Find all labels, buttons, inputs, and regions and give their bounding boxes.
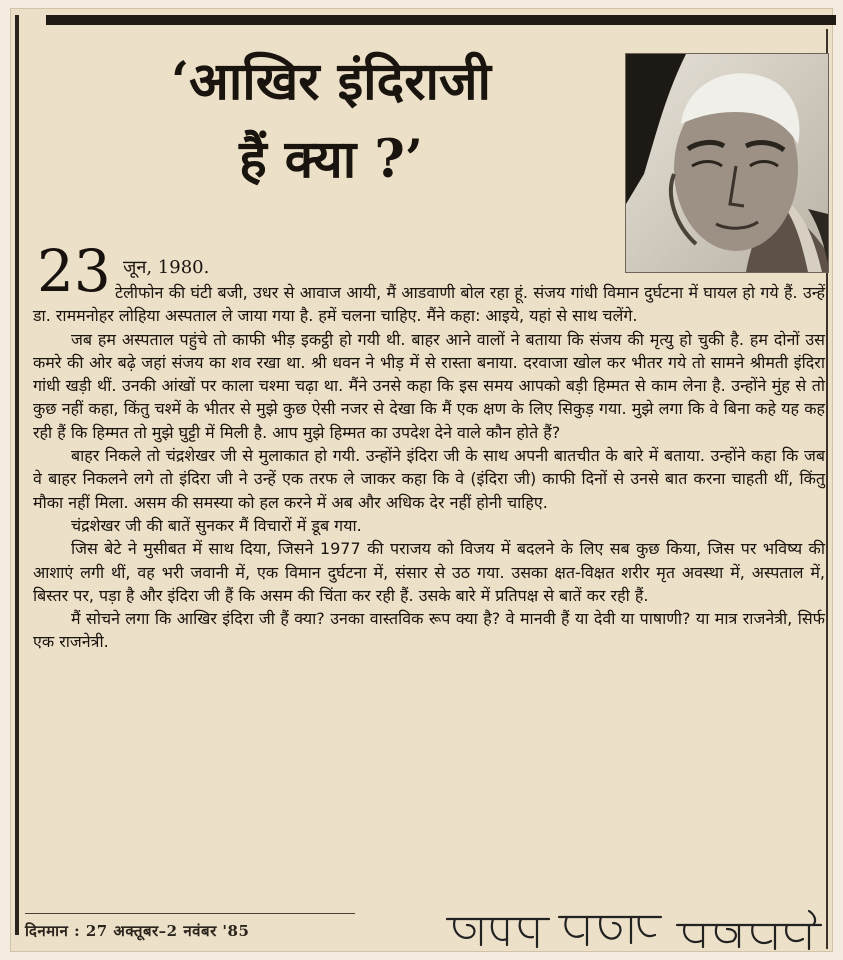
newspaper-clipping xyxy=(10,8,833,952)
paragraph: मैं सोचने लगा कि आखिर इंदिरा जी हैं क्या? उनका वास्तविक रूप क्या है? वे मानवी हैं या देवी या पाषाणी? या मात्र राजनेत्री, सिर्फ एक राजनेत्री. xyxy=(33,609,825,652)
paragraph: जब हम अस्पताल पहुंचे तो काफी भीड़ इकट्ठी हो गयी थी. बाहर आने वालों ने बताया कि संजय की मृत्यु हो चुकी है. हम दोनों उस कमरे की ओर बढ़े जहां संजय का शव रखा था. श्री धवन ने भीड़ में से रास्ता बनाया. दरवाजा खोल कर भीतर गये तो सामने श्रीमती इंदिरा गांधी खड़ी थीं. उनकी आंखों पर काला चश्मा चढ़ा था. मैंने उनसे कहा कि इस समय आपको बड़ी हिम्मत से काम लेना है. उन्होंने मुंह से तो कुछ नहीं कहा, किंतु चश्में के भीतर से मुझे कुछ ऐसी नजर से देखा कि मैं एक क्षण के लिए सिकुड़ गया. मुझे लगा कि वे बिना कहे यह कह रही हैं कि हिम्मत तो मुझे घुट्टी में मिली है. आप मुझे हिम्मत का उपदेश देने वाले कौन होते हैं? xyxy=(33,329,825,442)
portrait-photo xyxy=(625,53,829,273)
paragraph: बाहर निकले तो चंद्रशेखर जी से मुलाकात हो गयी. उन्होंने इंदिरा जी के साथ अपनी बातचीत के बारे में बताया. उन्होंने कहा कि जब वे बाहर निकलने लगे तो इंदिरा जी ने उन्हें एक तरफ ले जाकर कहा कि वे (इंदिरा जी) काफी दिनों से उनसे बात करना चाहती थीं, किंतु मौका नहीं मिला. असम की समस्या को हल करने में अब और अधिक देर नहीं होनी चाहिए. xyxy=(33,446,825,512)
article-body xyxy=(33,281,825,654)
headline: ‘आखिर इंदिराजी हैं क्या ?’ xyxy=(170,51,492,190)
top-border-rule xyxy=(46,15,836,25)
footer-rule xyxy=(25,913,355,914)
paragraph: जिस बेटे ने मुसीबत में साथ दिया, जिसने 1977 की पराजय को विजय में बदलने के लिए सब कुछ किया, जिस पर भविष्य की आशाएं लगी थीं, वह भरी जवानी में, एक विमान दुर्घटना में, संसार से उठ गया. उसका क्षत-विक्षत शरीर मृत अवस्था में, अस्पताल में, बिस्तर पर, पड़ा है और इंदिरा जी हैं कि असम की चिंता कर रही हैं. उसके बारे में प्रतिपक्ष से बातें कर रही हैं. xyxy=(33,539,825,605)
source-line: दिनमान : 27 अक्तूबर–2 नवंबर '85 xyxy=(25,922,250,940)
big-date-numeral: 23 xyxy=(37,237,111,305)
handwritten-signature xyxy=(441,901,831,957)
dateline: जून, 1980. xyxy=(123,257,210,278)
paragraph: टेलीफोन की घंटी बजी, उधर से आवाज आयी, मैं आडवाणी बोल रहा हूं. संजय गांधी विमान दुर्घटना में घायल हो गये हैं. उन्हें डा. राममनोहर लोहिया अस्पताल ले जाया गया है. हमें चलना चाहिए. मैंने कहा: आइये, यहां से साथ चलेंगे. xyxy=(33,283,825,326)
left-border-rule xyxy=(15,15,19,935)
paragraph: चंद्रशेखर जी की बातें सुनकर मैं विचारों में डूब गया. xyxy=(71,515,362,535)
